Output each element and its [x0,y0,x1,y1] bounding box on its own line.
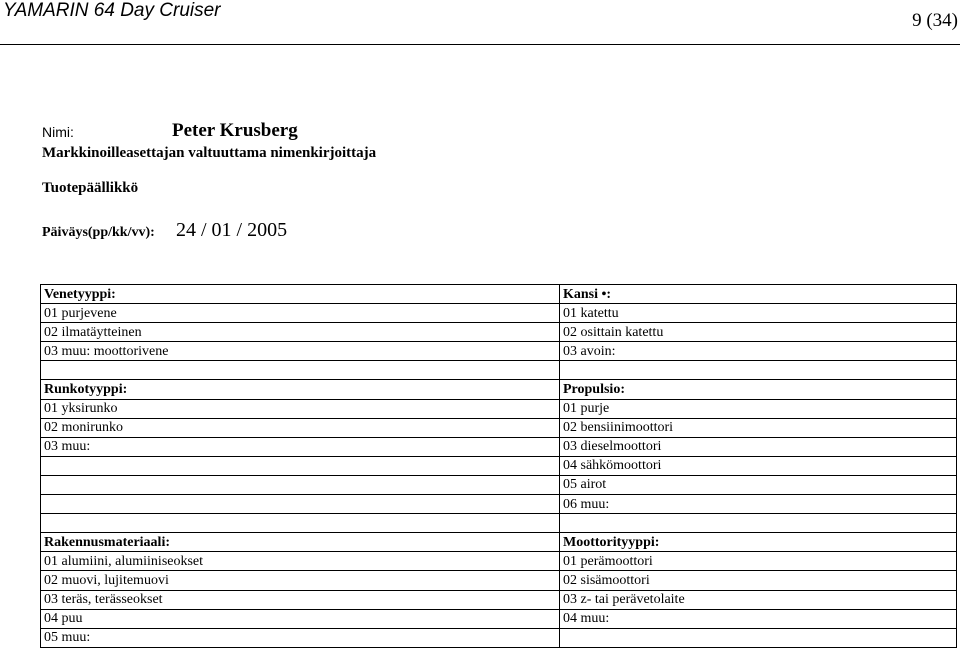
left-cell [41,361,560,380]
table-row [41,380,957,399]
table-row [41,437,957,456]
table-row [41,361,957,380]
boat-classification-table [40,284,957,648]
table-body [41,285,957,648]
name-label: Nimi: [42,124,74,140]
document-title: YAMARIN 64 Day Cruiser [3,0,221,21]
page-number: 9 (34) [912,10,958,31]
table-row [41,628,957,647]
table-row [41,285,957,304]
right-cell: 02 bensiinimoottori [560,418,957,437]
right-cell [560,514,957,533]
table-row [41,552,957,571]
left-cell: 04 puu [41,609,560,628]
right-cell: 02 osittain katettu [560,323,957,342]
left-cell: 05 muu: [41,628,560,647]
left-cell: 01 alumiini, alumiiniseokset [41,552,560,571]
left-cell: 02 muovi, lujitemuovi [41,571,560,590]
left-cell: 01 purjevene [41,304,560,323]
right-cell: 04 muu: [560,609,957,628]
name-value: Peter Krusberg [172,120,298,141]
right-cell: 06 muu: [560,495,957,514]
right-cell [560,628,957,647]
date-label: Päiväys(pp/kk/vv): [42,225,155,240]
left-cell: 03 muu: moottorivene [41,342,560,361]
right-cell: Propulsio: [560,380,957,399]
table-row [41,342,957,361]
right-cell: 04 sähkömoottori [560,456,957,475]
left-cell [41,514,560,533]
table-row [41,495,957,514]
left-cell: 03 muu: [41,437,560,456]
right-cell: Moottorityyppi: [560,533,957,552]
left-cell: Rakennusmateriaali: [41,533,560,552]
right-cell: 01 katettu [560,304,957,323]
right-cell: 05 airot [560,475,957,494]
left-cell: 02 monirunko [41,418,560,437]
left-cell: 03 teräs, terässeokset [41,590,560,609]
table-row [41,323,957,342]
table-row [41,418,957,437]
signatory-role: Markkinoilleasettajan valtuuttama nimenkirjoittaja [42,145,377,161]
table-row [41,304,957,323]
table-row [41,590,957,609]
right-cell: 03 z- tai perävetolaite [560,590,957,609]
table-row [41,571,957,590]
right-cell: Kansi •: [560,285,957,304]
right-cell [560,361,957,380]
table-row [41,456,957,475]
left-cell: Runkotyyppi: [41,380,560,399]
right-cell: 03 avoin: [560,342,957,361]
date-value: 24 / 01 / 2005 [176,219,288,241]
right-cell: 03 dieselmoottori [560,437,957,456]
right-cell: 01 purje [560,399,957,418]
left-cell [41,475,560,494]
table-row [41,609,957,628]
right-cell: 02 sisämoottori [560,571,957,590]
header-divider [0,44,960,45]
left-cell: 01 yksirunko [41,399,560,418]
table-row [41,475,957,494]
left-cell [41,456,560,475]
signatory-title: Tuotepäällikkö [42,180,139,196]
left-cell: 02 ilmatäytteinen [41,323,560,342]
right-cell: 01 perämoottori [560,552,957,571]
left-cell: Venetyyppi: [41,285,560,304]
table-row [41,399,957,418]
table-row [41,514,957,533]
left-cell [41,495,560,514]
table-row [41,533,957,552]
